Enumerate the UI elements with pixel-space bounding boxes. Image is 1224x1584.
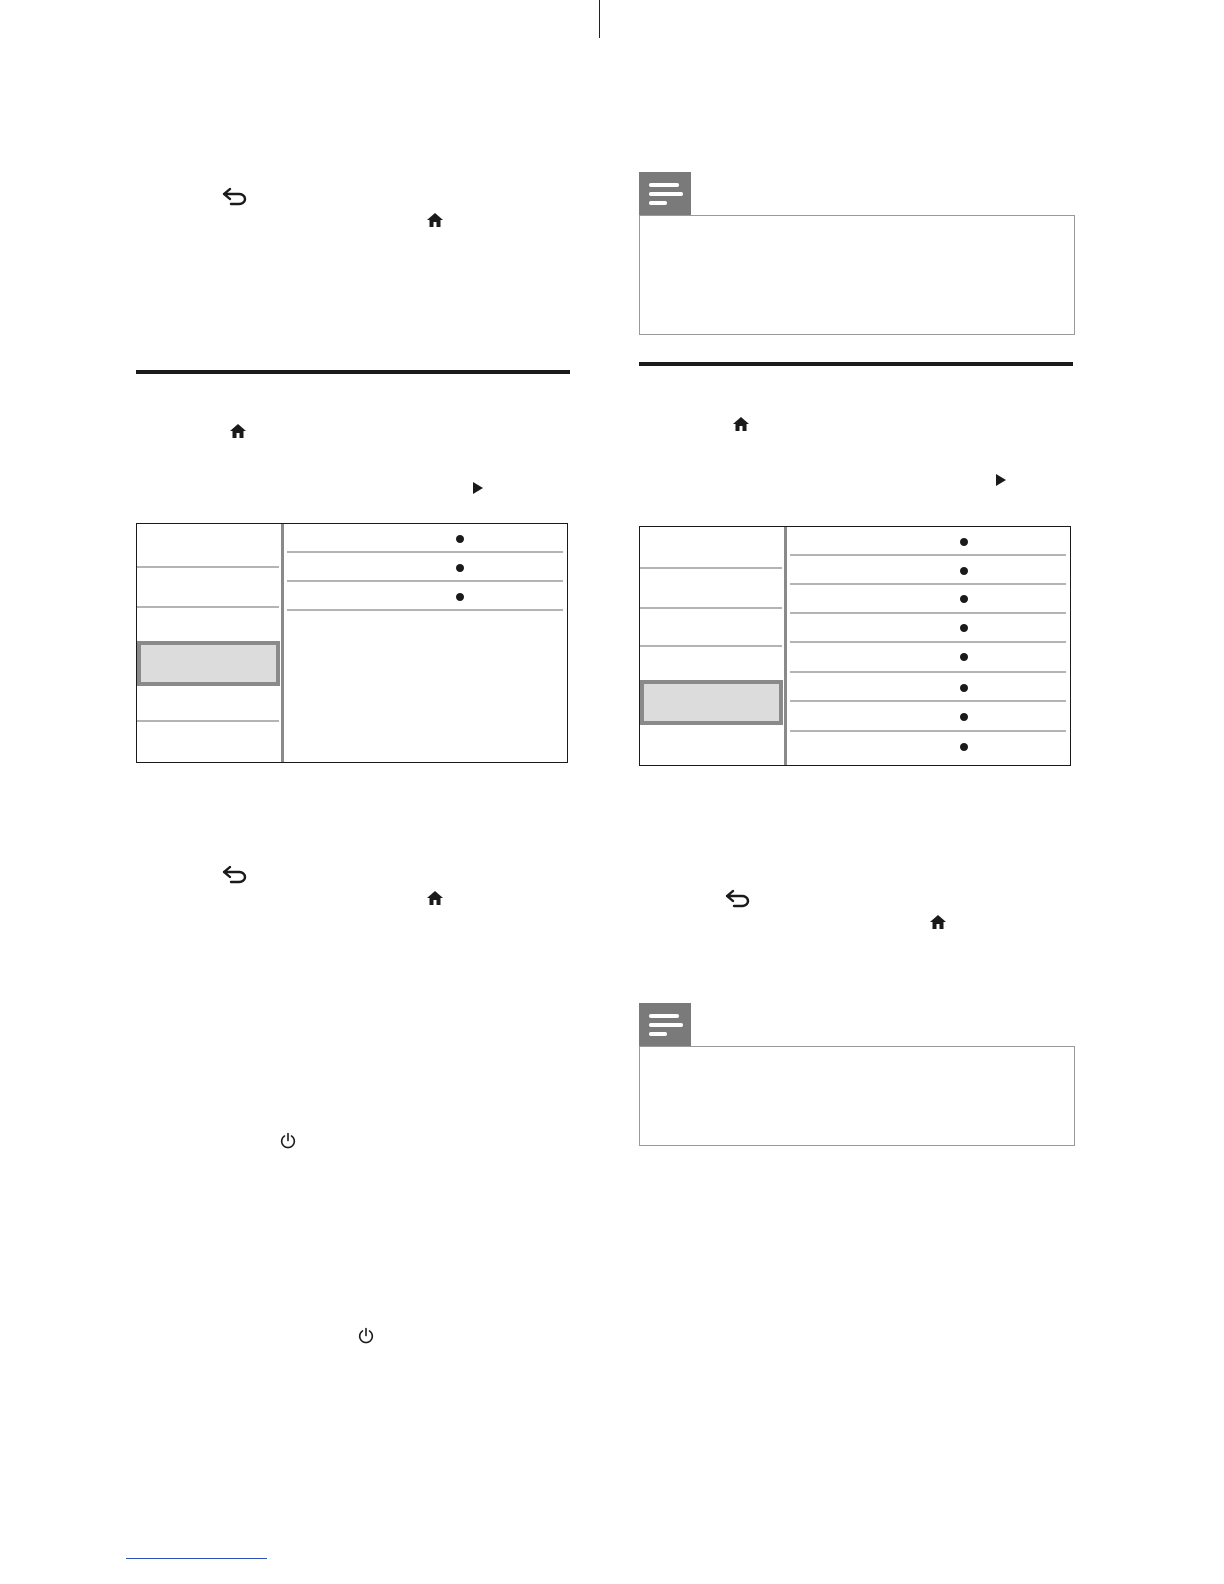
back-arrow-icon bbox=[222, 864, 248, 884]
home-icon bbox=[732, 416, 750, 432]
power-standby-icon bbox=[279, 1132, 297, 1150]
back-arrow-icon bbox=[725, 888, 751, 908]
option-divider bbox=[790, 554, 1066, 556]
note-box bbox=[639, 215, 1075, 335]
setup-menu-diagram bbox=[639, 526, 1071, 766]
option-bullet bbox=[960, 624, 968, 632]
option-bullet bbox=[960, 743, 968, 751]
menu-column-divider bbox=[281, 524, 284, 762]
option-divider bbox=[790, 641, 1066, 643]
menu-item-divider bbox=[640, 607, 782, 609]
menu-item-divider bbox=[137, 566, 279, 568]
option-divider bbox=[790, 700, 1066, 702]
option-bullet bbox=[960, 653, 968, 661]
menu-column-divider bbox=[784, 527, 787, 765]
home-icon bbox=[229, 423, 247, 439]
option-bullet bbox=[960, 538, 968, 546]
play-right-icon bbox=[472, 481, 484, 495]
home-icon bbox=[426, 212, 444, 228]
note-icon bbox=[639, 172, 691, 216]
back-arrow-icon bbox=[222, 186, 248, 206]
option-bullet bbox=[456, 564, 464, 572]
crop-mark bbox=[599, 0, 600, 38]
menu-item-divider bbox=[640, 645, 782, 647]
menu-item-selected bbox=[137, 641, 280, 686]
note-icon bbox=[639, 1003, 691, 1047]
menu-item-selected bbox=[640, 680, 783, 725]
home-icon bbox=[426, 890, 444, 906]
menu-item-divider bbox=[137, 720, 279, 722]
menu-item-divider bbox=[640, 567, 782, 569]
menu-item-divider bbox=[137, 606, 279, 608]
option-bullet bbox=[960, 684, 968, 692]
option-divider bbox=[287, 609, 563, 611]
option-divider bbox=[790, 583, 1066, 585]
note-box bbox=[639, 1046, 1075, 1146]
setup-menu-diagram bbox=[136, 523, 568, 763]
option-divider bbox=[287, 580, 563, 582]
option-bullet bbox=[456, 535, 464, 543]
option-bullet bbox=[960, 595, 968, 603]
option-divider bbox=[790, 612, 1066, 614]
option-divider bbox=[287, 551, 563, 553]
section-divider bbox=[639, 362, 1073, 366]
section-divider bbox=[136, 370, 570, 374]
option-divider bbox=[790, 730, 1066, 732]
play-right-icon bbox=[995, 473, 1007, 487]
option-bullet bbox=[960, 567, 968, 575]
option-bullet bbox=[456, 593, 464, 601]
power-standby-icon bbox=[357, 1327, 375, 1345]
home-icon bbox=[929, 914, 947, 930]
footer-link-underline[interactable] bbox=[126, 1558, 267, 1559]
option-divider bbox=[790, 671, 1066, 673]
option-bullet bbox=[960, 713, 968, 721]
